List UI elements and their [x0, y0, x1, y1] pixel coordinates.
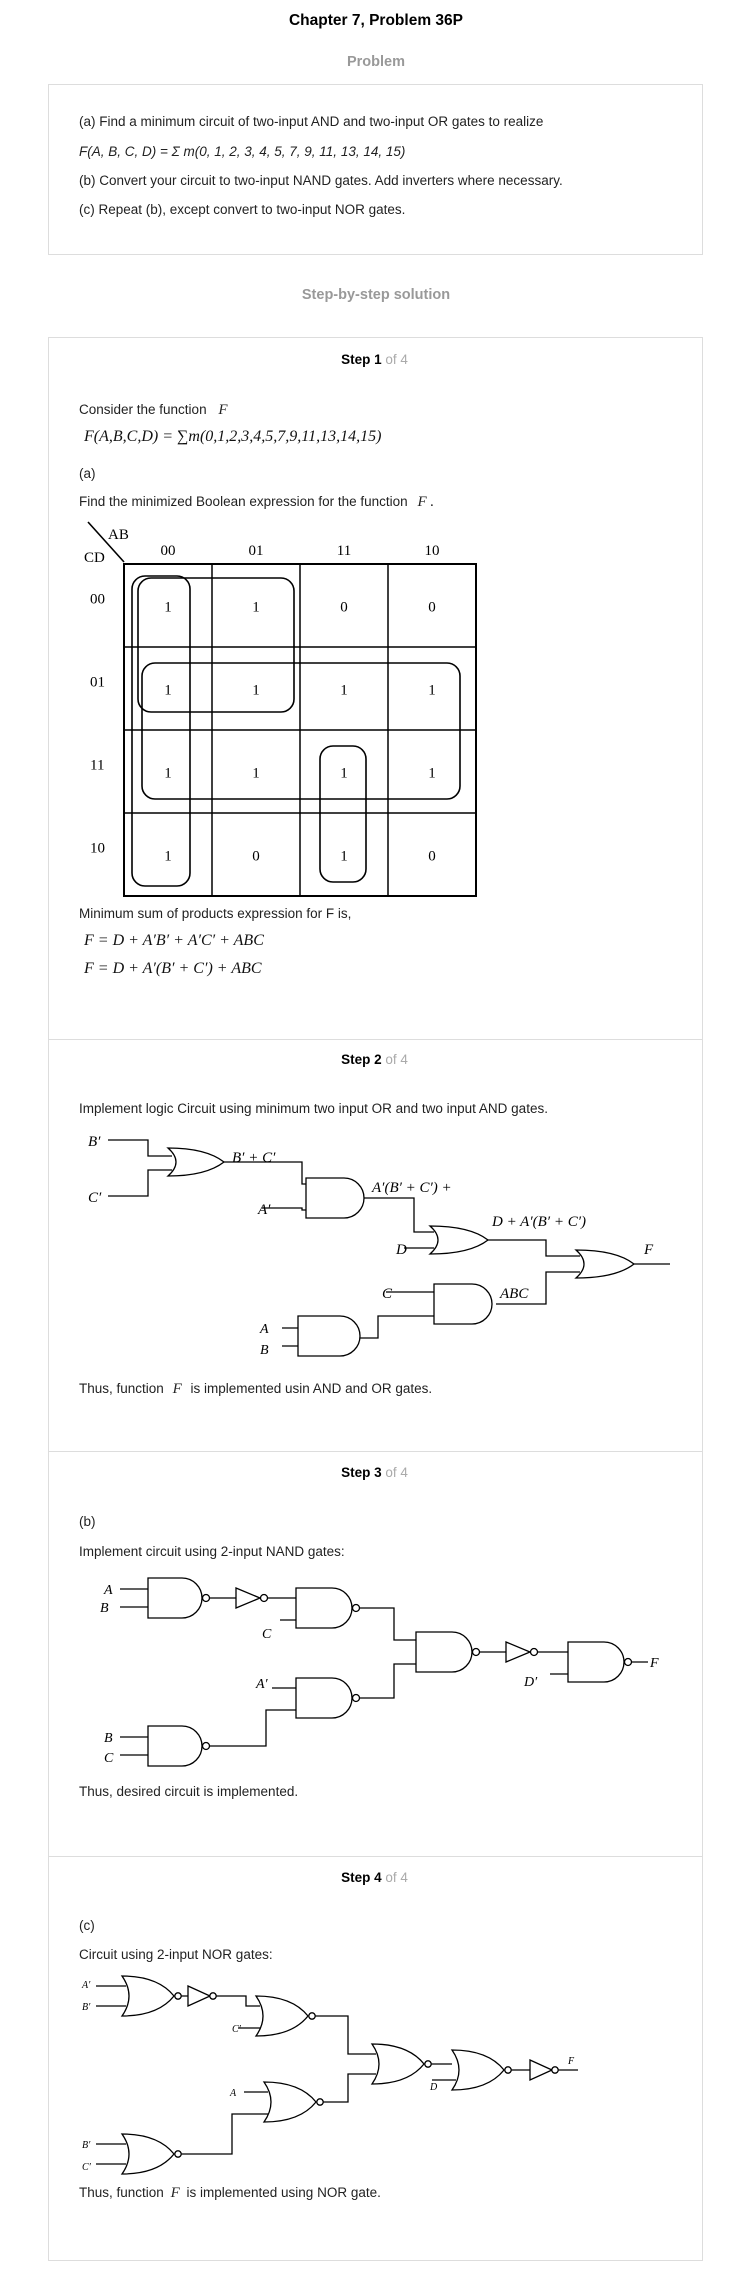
nor-gate-6	[452, 2050, 504, 2090]
kmap-cell: 0	[252, 848, 260, 865]
page-title: Chapter 7, Problem 36P	[288, 12, 463, 29]
nor-gate-3	[264, 2082, 316, 2122]
step-4-conclusion-post: is implemented using NOR gate.	[186, 2185, 381, 2200]
step-3-part: (b)	[79, 1514, 96, 1529]
nand-gate-3	[296, 1678, 352, 1718]
step-2-conclusion-var: F	[172, 1381, 182, 1397]
step-1-find	[79, 494, 434, 511]
step-separator	[48, 1039, 702, 1040]
step-2-text: Implement logic Circuit using minimum two input OR and two input AND gates.	[79, 1101, 548, 1116]
kmap-cell: 1	[164, 848, 172, 865]
kmap-cell: 1	[164, 682, 172, 699]
step-1-sop-2: F = D + A′(B′ + C′) + ABC	[84, 960, 262, 977]
label-or2-output: D + A′(B′ + C′)	[492, 1214, 586, 1230]
step-1-intro-text: Consider the function	[79, 402, 207, 417]
step-4-conclusion-pre: Thus, function	[79, 2185, 164, 2200]
label-c-prime-2: C′	[82, 2162, 91, 2173]
step-separator	[48, 1451, 702, 1452]
step-3-title	[48, 1465, 701, 1480]
kmap-cell: 1	[252, 682, 260, 699]
kmap-cell: 1	[164, 765, 172, 782]
label-b-2: B	[104, 1731, 113, 1746]
step-2-of: of 4	[385, 1052, 408, 1067]
nor-1-bubble	[175, 1993, 181, 1999]
label-f: F	[650, 1656, 659, 1671]
or-gate-2	[430, 1226, 488, 1254]
step-1-intro-var: F	[218, 402, 228, 418]
kmap-cell: 1	[252, 765, 260, 782]
inverter-final-bubble	[552, 2067, 558, 2073]
nor-3-bubble	[317, 2099, 323, 2105]
label-b-prime: B′	[82, 2002, 91, 2013]
step-1-title	[48, 352, 701, 367]
kmap-col-label: 00	[160, 543, 176, 559]
label-a: A	[260, 1322, 269, 1337]
nor-gate-4	[122, 2134, 174, 2174]
step-4-conclusion	[79, 2185, 381, 2202]
and-3-input-wires	[282, 1328, 298, 1346]
nand-gate-final	[568, 1642, 624, 1682]
label-c: C	[382, 1286, 393, 1302]
step-4-text: Circuit using 2-input NOR gates:	[79, 1947, 273, 1962]
kmap-row-label: 10	[90, 840, 105, 857]
step-4-of: of 4	[385, 1870, 408, 1885]
kmap-row-label: 00	[90, 591, 105, 608]
nor-circuit-diagram	[70, 1968, 630, 2182]
nand-gate-5	[416, 1632, 472, 1672]
nor-3-wires	[181, 2092, 268, 2154]
kmap-col-label: 01	[248, 543, 264, 559]
nand-1-bubble	[203, 1595, 210, 1602]
step-1-function-math: F(A,B,C,D) = ∑m(0,1,2,3,4,5,7,9,11,13,14,15)	[84, 428, 382, 445]
label-c: C	[262, 1627, 272, 1642]
step-3-of: of 4	[385, 1465, 408, 1480]
inverter-final	[530, 2060, 552, 2080]
nand-4-bubble	[203, 1743, 210, 1750]
step-2-conclusion-pre: Thus, function	[79, 1381, 164, 1396]
label-and1-output: A′(B′ + C′) +	[372, 1180, 452, 1196]
label-b-prime: B′	[88, 1134, 101, 1150]
step-3-conclusion: Thus, desired circuit is implemented.	[79, 1784, 299, 1799]
nand-2-bubble	[353, 1605, 360, 1612]
and-or-circuit-diagram	[60, 1120, 700, 1370]
label-c-2: C	[104, 1751, 114, 1766]
label-d-prime: D′	[524, 1675, 538, 1690]
nand-circuit-diagram	[60, 1570, 700, 1770]
step-3-text: Implement circuit using 2-input NAND gates:	[79, 1544, 345, 1559]
solution-heading: Step-by-step solution	[301, 287, 451, 303]
problem-function: F(A, B, C, D) = Σ m(0, 1, 2, 3, 4, 5, 7, 9, 11, 13, 14, 15)	[79, 144, 406, 159]
kmap-cell: 1	[252, 599, 260, 616]
nand-3-bubble	[353, 1695, 360, 1702]
step-1-sop-1: F = D + A′B′ + A′C′ + ABC	[84, 932, 264, 949]
label-a-prime: A′	[258, 1202, 271, 1218]
kmap-row-label: 01	[90, 674, 105, 691]
kmap-grid	[90, 543, 476, 896]
label-d: D	[396, 1242, 407, 1258]
label-f: F	[568, 2056, 575, 2067]
nand-3-wires	[210, 1688, 296, 1746]
nand-gate-2	[296, 1588, 352, 1628]
kmap-col-label: 11	[336, 543, 352, 559]
kmap-cell: 0	[428, 599, 436, 616]
nand-2-wires	[268, 1598, 296, 1620]
kmap-cell: 1	[340, 682, 348, 699]
label-c-prime: C′	[232, 2024, 241, 2035]
kmap-cell: 0	[340, 599, 348, 616]
step-1-of: of 4	[385, 352, 408, 367]
kmap-col-label: 10	[424, 543, 440, 559]
kmap-cell: 1	[428, 765, 436, 782]
nor-6-bubble	[505, 2067, 511, 2073]
step-separator	[48, 1856, 702, 1857]
inverter-2	[506, 1642, 530, 1662]
inverter-2-bubble	[531, 1649, 538, 1656]
kmap-row-var: CD	[84, 550, 105, 566]
or-gate-final	[576, 1250, 634, 1278]
kmap-col-var: AB	[108, 527, 129, 543]
inverter-1	[188, 1986, 210, 2006]
nor-gate-2	[256, 1996, 308, 2036]
label-c-prime: C′	[88, 1190, 102, 1206]
step-4-conclusion-var: F	[170, 2185, 180, 2201]
inverter-1-bubble	[210, 1993, 216, 1999]
label-a-prime: A′	[82, 1980, 91, 1991]
step-3-number: Step 3	[341, 1465, 382, 1480]
kmap-cell: 1	[340, 765, 348, 782]
nand-5-bubble	[473, 1649, 480, 1656]
label-b-prime-2: B′	[82, 2140, 91, 2151]
label-d: D	[430, 2082, 438, 2093]
step-1-find-var: F .	[417, 494, 435, 510]
karnaugh-map	[76, 518, 496, 898]
step-4-title	[48, 1870, 701, 1885]
step-1-find-text: Find the minimized Boolean expression for the function	[79, 494, 408, 509]
or-1-input-wires	[108, 1140, 172, 1196]
step-1-part: (a)	[79, 466, 96, 481]
nor-gate-5	[372, 2044, 424, 2084]
problem-part-b: (b) Convert your circuit to two-input NAND gates. Add inverters where necessary.	[79, 173, 563, 188]
label-abc: ABC	[500, 1286, 529, 1302]
step-1-number: Step 1	[341, 352, 382, 367]
nand-final-bubble	[625, 1659, 632, 1666]
problem-part-c: (c) Repeat (b), except convert to two-input NOR gates.	[79, 202, 406, 217]
step-2-conclusion-post: is implemented usin AND and OR gates.	[190, 1381, 433, 1396]
step-4-part: (c)	[79, 1918, 95, 1933]
and-gate-2	[434, 1284, 492, 1324]
step-1-sop-label: Minimum sum of products expression for F is,	[79, 906, 352, 921]
problem-box	[48, 84, 703, 255]
nand-gate-1	[148, 1578, 202, 1618]
kmap-cell: 1	[428, 682, 436, 699]
kmap-cell: 1	[164, 599, 172, 616]
label-a: A	[104, 1583, 113, 1598]
nor-4-bubble	[175, 2151, 181, 2157]
kmap-row-label: 11	[90, 757, 105, 774]
label-f-output: F	[644, 1242, 654, 1258]
nor-2-bubble	[309, 2013, 315, 2019]
nand-gate-4	[148, 1726, 202, 1766]
step-2-conclusion	[79, 1381, 432, 1398]
step-2-number: Step 2	[341, 1052, 382, 1067]
kmap-cell: 0	[428, 848, 436, 865]
nor-gate-1	[122, 1976, 174, 2016]
or-2-input-wires	[364, 1198, 434, 1248]
step-2-title	[48, 1052, 701, 1067]
problem-part-a: (a) Find a minimum circuit of two-input AND and two-input OR gates to realize	[79, 114, 544, 129]
nor-5-bubble	[425, 2061, 431, 2067]
kmap-cell: 1	[340, 848, 348, 865]
label-or1-output: B′ + C′	[232, 1150, 276, 1166]
label-b: B	[260, 1343, 269, 1358]
step-1-intro	[79, 402, 228, 419]
inverter-1	[236, 1588, 260, 1608]
label-a-prime: A′	[256, 1677, 268, 1692]
step-4-number: Step 4	[341, 1870, 382, 1885]
nor-4-wires	[96, 2144, 126, 2164]
and-gate-3	[298, 1316, 360, 1356]
and-2-input-wires	[360, 1292, 434, 1338]
problem-heading: Problem	[346, 54, 405, 70]
label-b: B	[100, 1601, 109, 1616]
nand-4-wires	[120, 1737, 148, 1755]
inverter-1-bubble	[261, 1595, 268, 1602]
or-gate-1	[168, 1148, 224, 1176]
label-a: A	[230, 2088, 237, 2099]
and-gate-1	[306, 1178, 364, 1218]
